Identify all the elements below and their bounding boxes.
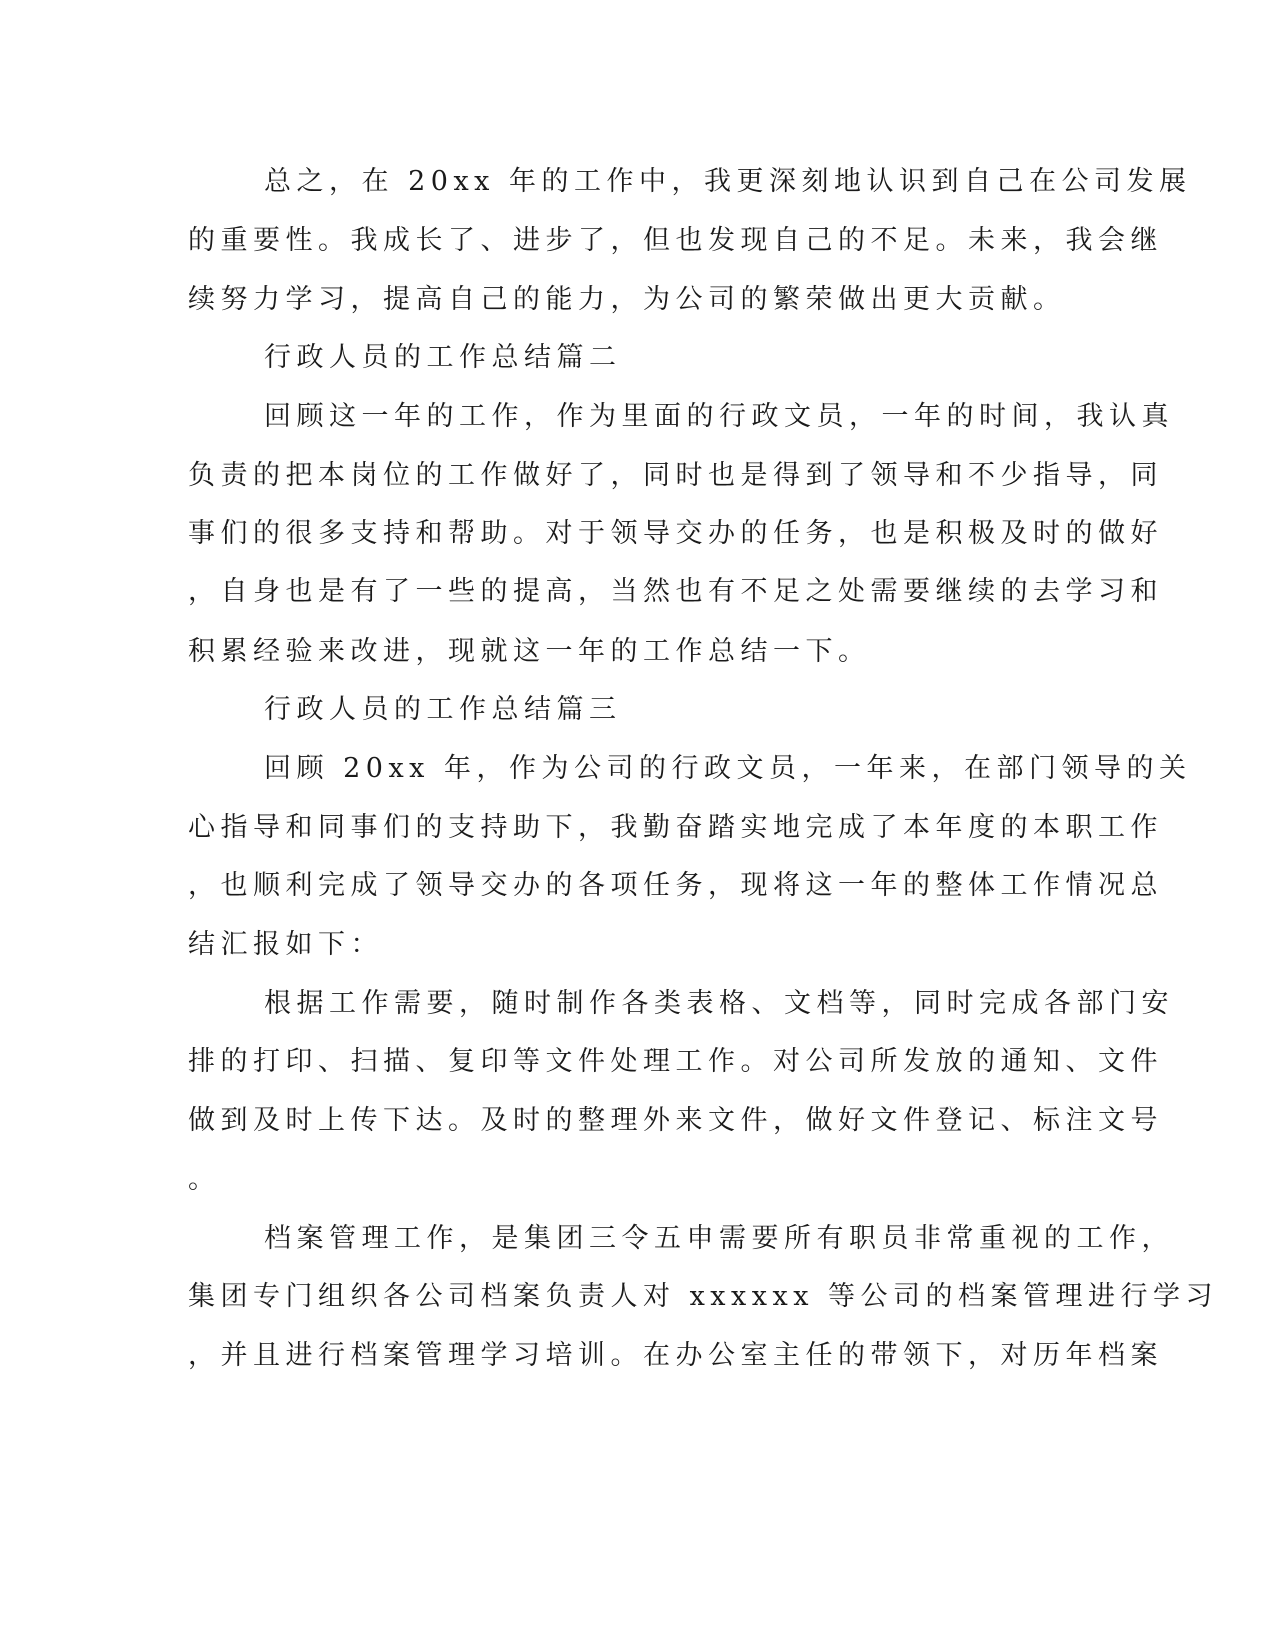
text-line: 心指导和同事们的支持助下，我勤奋踏实地完成了本年度的本职工作 bbox=[188, 812, 1163, 843]
text-line: 集团专门组织各公司档案负责人对 xxxxxx 等公司的档案管理进行学习 bbox=[188, 1281, 1219, 1312]
text-line: 档案管理工作，是集团三令五申需要所有职员非常重视的工作， bbox=[264, 1223, 1174, 1254]
text-line: 结汇报如下： bbox=[188, 929, 383, 960]
text-line: ，并且进行档案管理学习培训。在办公室主任的带领下，对历年档案 bbox=[188, 1340, 1163, 1371]
text-line: 续努力学习，提高自己的能力，为公司的繁荣做出更大贡献。 bbox=[188, 284, 1066, 315]
text-line: 排的打印、扫描、复印等文件处理工作。对公司所发放的通知、文件 bbox=[188, 1046, 1163, 1077]
text-line: 积累经验来改进，现就这一年的工作总结一下。 bbox=[188, 636, 871, 667]
text-line: ，自身也是有了一些的提高，当然也有不足之处需要继续的去学习和 bbox=[188, 576, 1163, 607]
text-line: 根据工作需要，随时制作各类表格、文档等，同时完成各部门安 bbox=[264, 988, 1174, 1019]
text-line: 的重要性。我成长了、进步了，但也发现自己的不足。未来，我会继 bbox=[188, 225, 1163, 256]
section-heading: 行政人员的工作总结篇三 bbox=[264, 694, 622, 725]
text-line: 。 bbox=[188, 1164, 221, 1195]
text-line: ，也顺利完成了领导交办的各项任务，现将这一年的整体工作情况总 bbox=[188, 870, 1163, 901]
text-line: 总之，在 20xx 年的工作中，我更深刻地认识到自己在公司发展 bbox=[264, 166, 1192, 197]
text-line: 回顾 20xx 年，作为公司的行政文员，一年来，在部门领导的关 bbox=[264, 753, 1192, 784]
text-line: 事们的很多支持和帮助。对于领导交办的任务，也是积极及时的做好 bbox=[188, 518, 1163, 549]
section-heading: 行政人员的工作总结篇二 bbox=[264, 342, 622, 373]
text-line: 负责的把本岗位的工作做好了，同时也是得到了领导和不少指导，同 bbox=[188, 460, 1163, 491]
text-line: 回顾这一年的工作，作为里面的行政文员，一年的时间，我认真 bbox=[264, 401, 1174, 432]
text-line: 做到及时上传下达。及时的整理外来文件，做好文件登记、标注文号 bbox=[188, 1105, 1163, 1136]
